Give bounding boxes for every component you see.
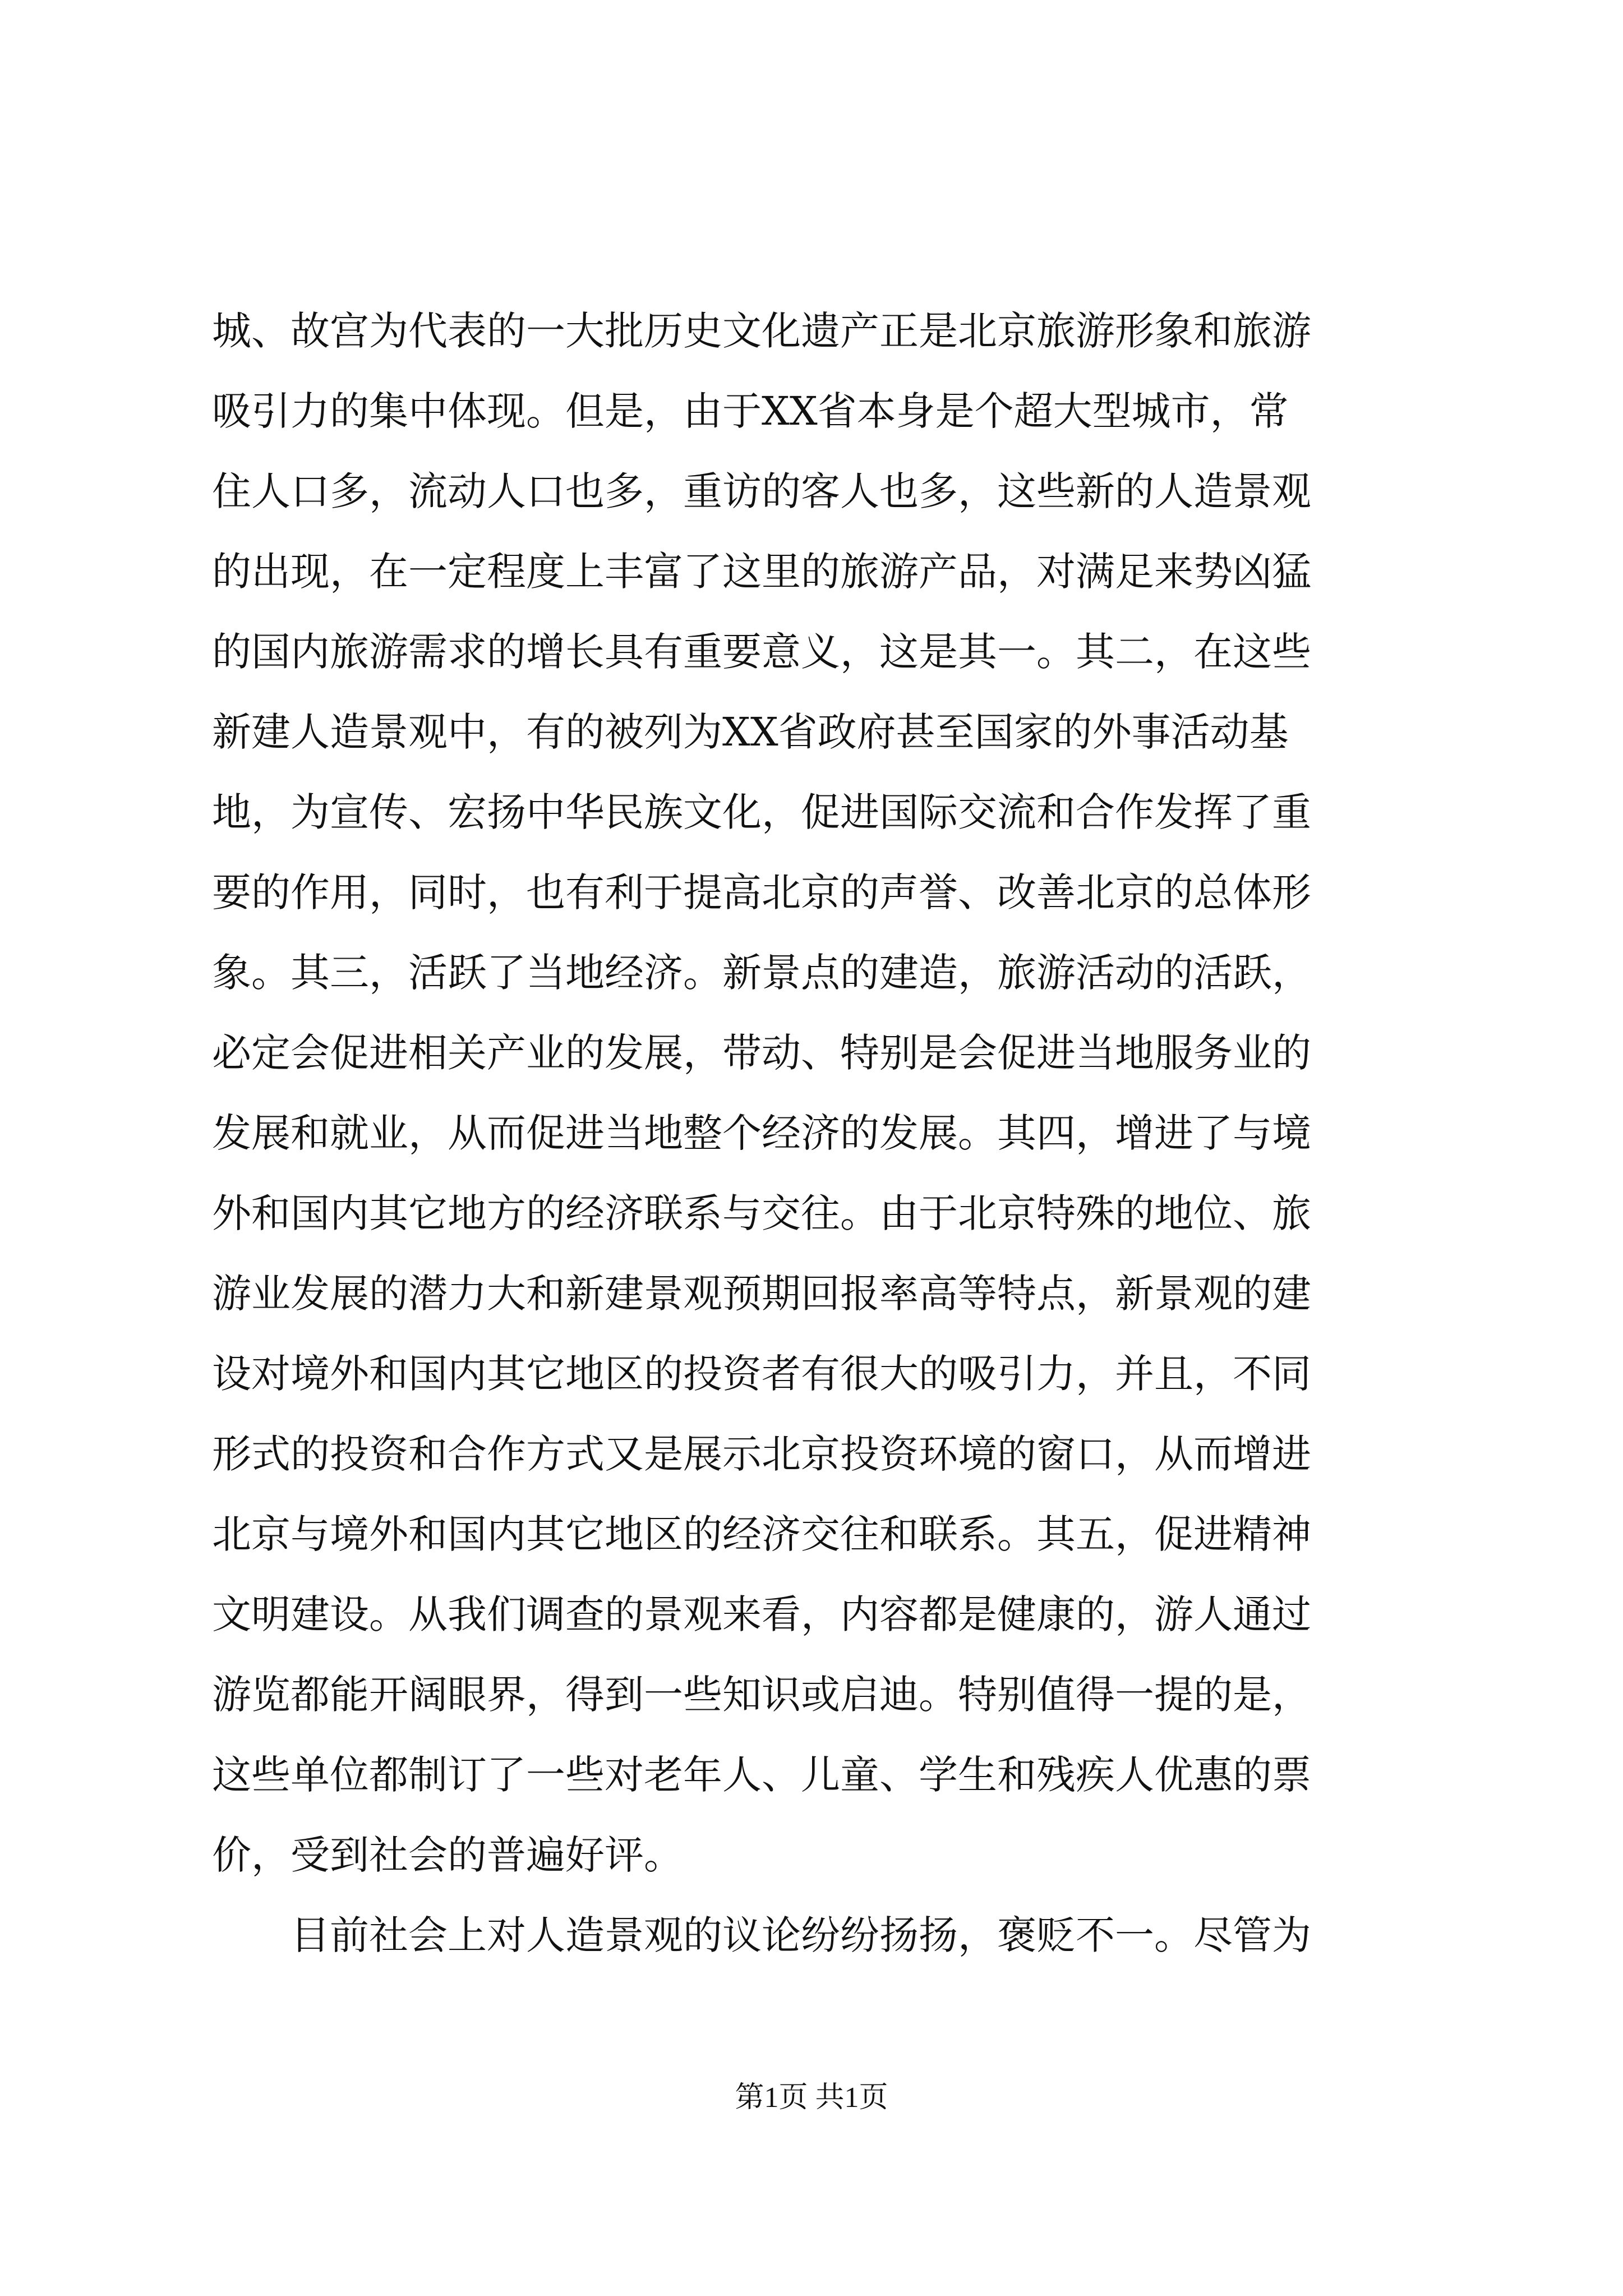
text-line: 游业发展的潜力大和新建景观预期回报率高等特点，新景观的建: [212, 1271, 1311, 1317]
text-line: 城、故宫为代表的一大批历史文化遗产正是北京旅游形象和旅游: [212, 308, 1311, 354]
text-line: 文明建设。从我们调查的景观来看，内容都是健康的，游人通过: [212, 1591, 1311, 1637]
page-footer: 第1页 共1页: [735, 2082, 888, 2114]
text-line: 的国内旅游需求的增长具有重要意义，这是其一。其二，在这些: [212, 629, 1311, 675]
text-line: 要的作用，同时，也有利于提高北京的声誉、改善北京的总体形: [212, 869, 1311, 915]
text-line: 吸引力的集中体现。但是，由于XX省本身是个超大型城市，常: [212, 388, 1289, 434]
text-line-indented: 目前社会上对人造景观的议论纷纷扬扬，褒贬不一。尽管为: [291, 1912, 1311, 1958]
text-line: 住人口多，流动人口也多，重访的客人也多，这些新的人造景观: [212, 468, 1311, 514]
text-line: 的出现，在一定程度上丰富了这里的旅游产品，对满足来势凶猛: [212, 549, 1311, 595]
text-line: 设对境外和国内其它地区的投资者有很大的吸引力，并且，不同: [212, 1351, 1311, 1397]
text-line: 必定会促进相关产业的发展，带动、特别是会促进当地服务业的: [212, 1030, 1311, 1076]
text-line: 外和国内其它地方的经济联系与交往。由于北京特殊的地位、旅: [212, 1190, 1311, 1236]
text-line: 地，为宣传、宏扬中华民族文化，促进国际交流和合作发挥了重: [212, 789, 1311, 835]
text-line: 象。其三，活跃了当地经济。新景点的建造，旅游活动的活跃，: [212, 950, 1311, 996]
text-line: 发展和就业，从而促进当地整个经济的发展。其四，增进了与境: [212, 1110, 1311, 1156]
text-line: 游览都能开阔眼界，得到一些知识或启迪。特别值得一提的是，: [212, 1672, 1311, 1718]
text-line: 价，受到社会的普遍好评。: [212, 1832, 683, 1878]
text-line: 新建人造景观中，有的被列为XX省政府甚至国家的外事活动基: [212, 709, 1289, 755]
text-line: 形式的投资和合作方式又是展示北京投资环境的窗口，从而增进: [212, 1431, 1311, 1477]
text-line: 这些单位都制订了一些对老年人、儿童、学生和残疾人优惠的票: [212, 1752, 1311, 1798]
text-line: 北京与境外和国内其它地区的经济交往和联系。其五，促进精神: [212, 1511, 1311, 1557]
